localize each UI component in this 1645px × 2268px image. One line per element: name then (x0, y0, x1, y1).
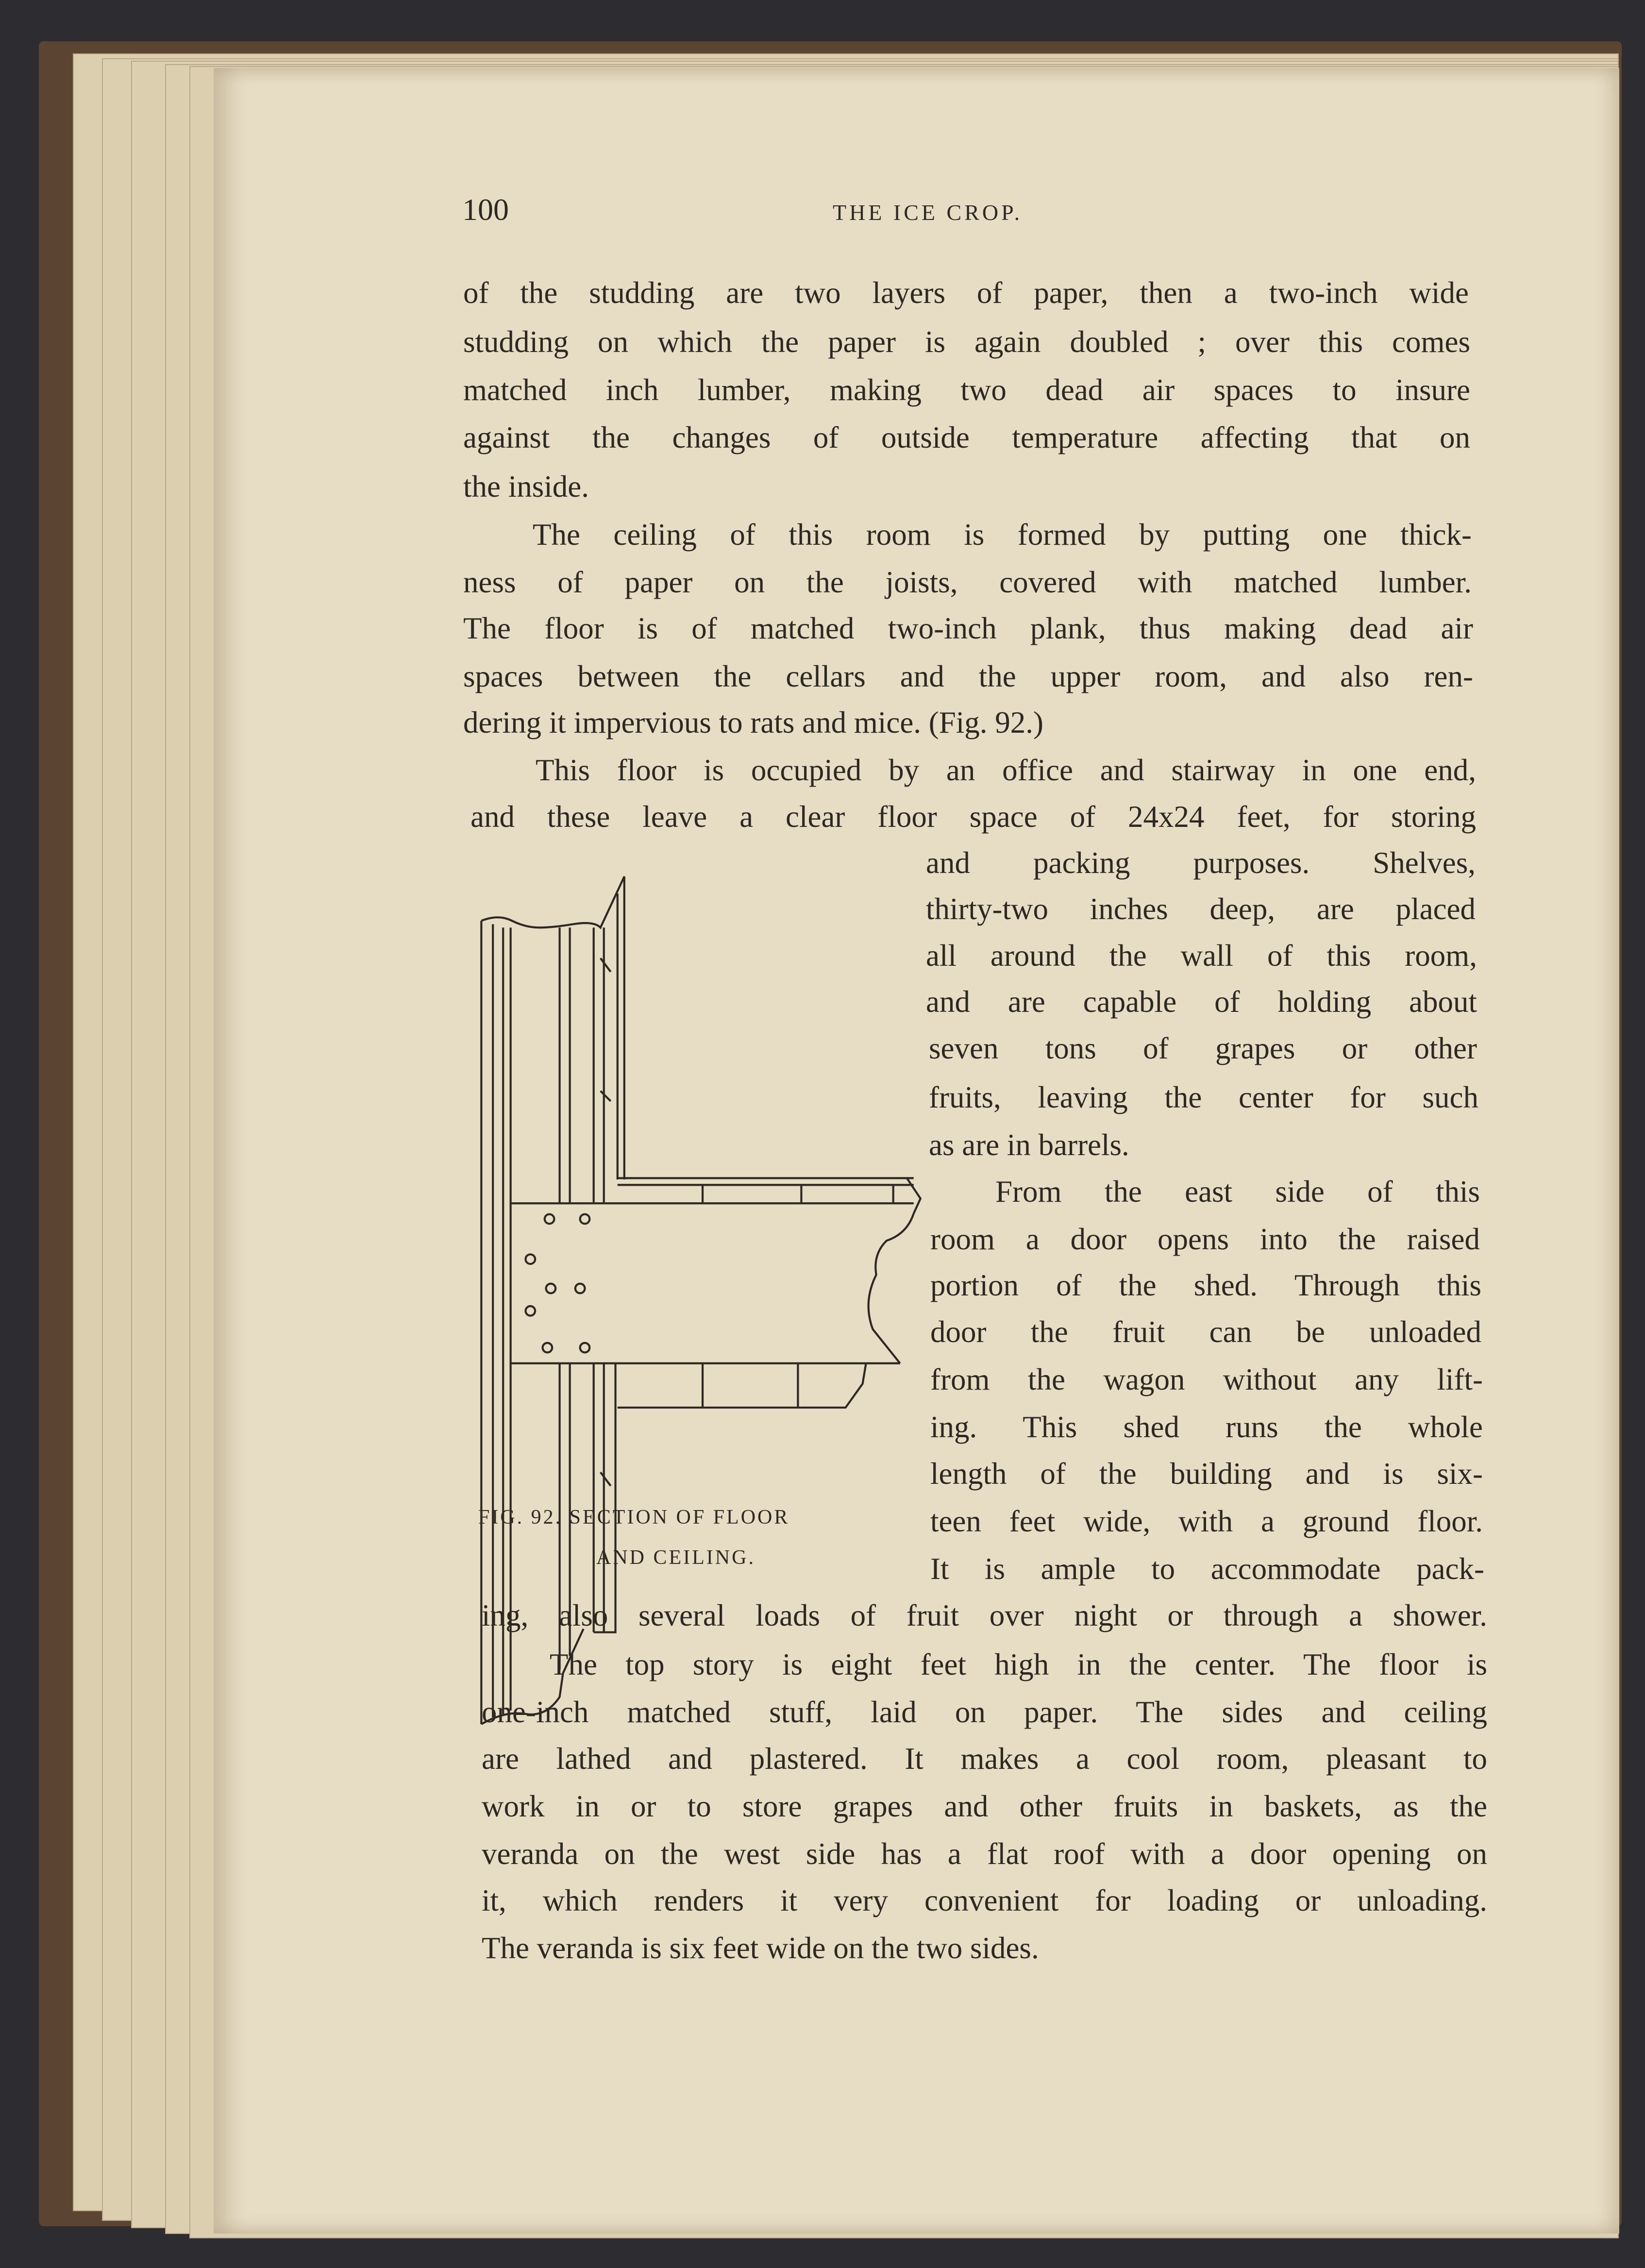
body-text-line: and these leave a clear floor space of 24x24 feet, for storing (470, 800, 1476, 834)
body-text-line: as are in barrels. (929, 1128, 1129, 1162)
body-text-line: The ceiling of this room is formed by putting one thick- (533, 518, 1472, 552)
running-title: THE ICE CROP. (833, 200, 1023, 225)
body-text-line: thirty-two inches deep, are placed (926, 892, 1476, 926)
figure-floor-ceiling-section (437, 825, 927, 1731)
body-text-line: and are capable of holding about (926, 985, 1477, 1019)
body-text-line: length of the building and is six- (930, 1457, 1483, 1491)
body-text-line: spaces between the cellars and the upper room, and also ren- (463, 659, 1473, 693)
body-text-line: This floor is occupied by an office and stairway in one end, (536, 753, 1476, 787)
body-text-line: ing, also several loads of fruit over night or through a shower. (482, 1598, 1487, 1632)
body-text-line: It is ample to accommodate pack- (930, 1552, 1484, 1586)
body-text-line: against the changes of outside temperature affecting that on (463, 420, 1470, 454)
body-text-line: From the east side of this (995, 1175, 1480, 1209)
body-text-line: portion of the shed. Through this (930, 1268, 1481, 1302)
body-text-line: dering it impervious to rats and mice. (Fig. 92.) (463, 706, 1044, 739)
body-text-line: seven tons of grapes or other (929, 1031, 1477, 1065)
body-text-line: matched inch lumber, making two dead air spaces to insure (463, 373, 1470, 407)
body-text-line: veranda on the west side has a flat roof with a door opening on (482, 1837, 1487, 1871)
body-text-line: of the studding are two layers of paper, then a two-inch wide (463, 276, 1469, 310)
body-text-line: from the wagon without any lift- (930, 1362, 1483, 1396)
body-text-line: teen feet wide, with a ground floor. (930, 1504, 1483, 1538)
body-text-line: The floor is of matched two-inch plank, thus making dead air (463, 611, 1473, 645)
body-text-line: ness of paper on the joists, covered with matched lumber. (463, 565, 1472, 599)
page-number: 100 (462, 192, 509, 227)
body-text-line: it, which renders it very convenient for loading or unloading. (482, 1883, 1487, 1917)
body-text-line: one-inch matched stuff, laid on paper. The sides and ceiling (482, 1695, 1487, 1729)
body-text-line: ing. This shed runs the whole (930, 1410, 1483, 1444)
body-text-line: fruits, leaving the center for such (929, 1080, 1478, 1114)
body-text-line: work in or to store grapes and other fruits in baskets, as the (482, 1789, 1487, 1823)
body-text-line: all around the wall of this room, (926, 939, 1477, 973)
body-text-line: door the fruit can be unloaded (930, 1315, 1481, 1349)
body-text-line: the inside. (463, 470, 589, 504)
body-text-line: The veranda is six feet wide on the two sides. (482, 1931, 1039, 1965)
body-text-line: room a door opens into the raised (930, 1222, 1480, 1256)
body-text-line: The top story is eight feet high in the center. The floor is (550, 1647, 1487, 1681)
figure-caption-line2: AND CEILING. (596, 1546, 755, 1569)
body-text-line: and packing purposes. Shelves, (926, 846, 1476, 880)
body-text-line: studding on which the paper is again doubled ; over this comes (463, 325, 1470, 359)
figure-caption-line1: FIG. 92. SECTION OF FLOOR (478, 1506, 790, 1529)
body-text-line: are lathed and plastered. It makes a cool room, pleasant to (482, 1742, 1487, 1776)
